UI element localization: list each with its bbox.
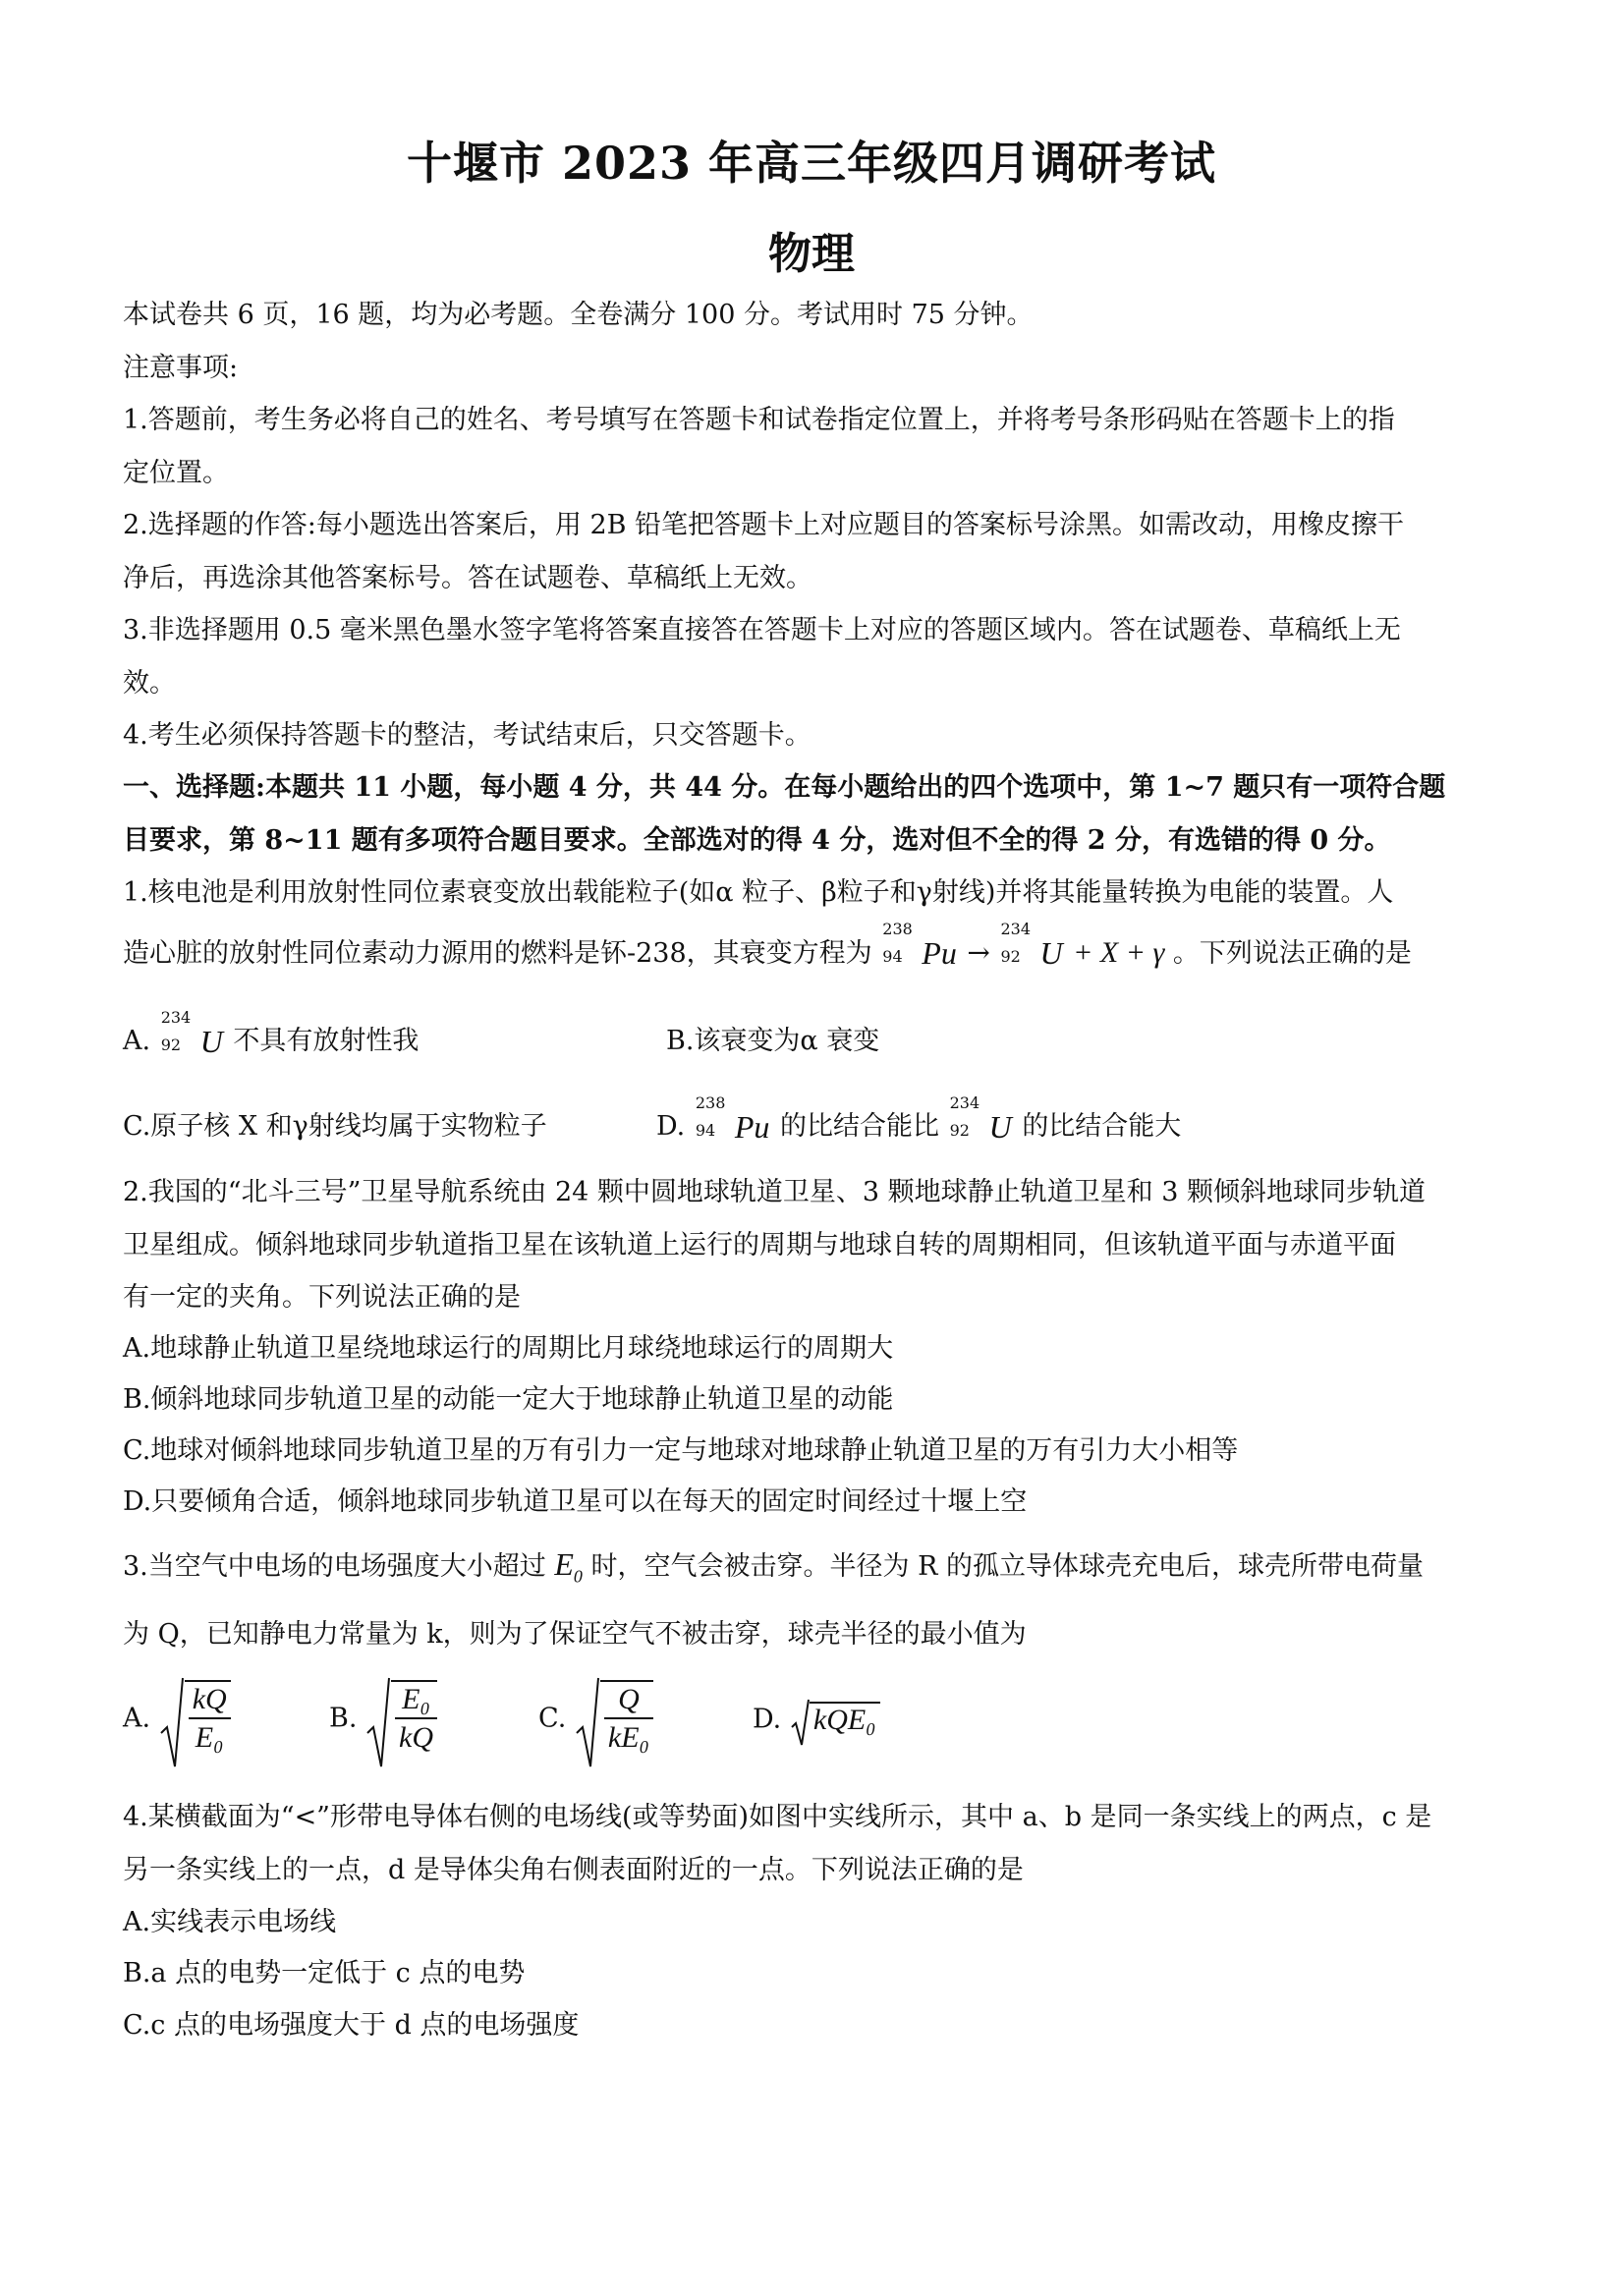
option-label: A. <box>123 1026 151 1056</box>
u-nuclide <box>160 1008 223 1060</box>
u-symbol: U <box>988 1109 1012 1145</box>
q4-option: A.实线表示电场线 <box>123 1907 337 1937</box>
pu-charge: 94 <box>882 947 903 966</box>
sqrt-sign <box>575 1680 653 1757</box>
sqrt-sign <box>159 1680 231 1757</box>
q1-line2-prefix: 造心脏的放射性同位素动力源用的燃料是钚-238，其衰变方程为 <box>123 938 872 969</box>
e0-letter: E <box>554 1546 574 1582</box>
note-line: 效。 <box>123 668 176 699</box>
fraction <box>604 1682 653 1757</box>
option-text: 不具有放射性我 <box>233 1026 420 1056</box>
q3-option-b <box>329 1680 437 1757</box>
q2-line: 2.我国的“北斗三号”卫星导航系统由 24 颗中圆地球轨道卫星、3 颗地球静止轨道卫星和 3 颗倾斜地球同步轨道 <box>123 1177 1426 1207</box>
u-symbol: U <box>199 1024 223 1059</box>
denominator: E₀ <box>195 1721 224 1754</box>
q3-line1-prefix: 3.当空气中电场的电场强度大小超过 <box>123 1551 546 1582</box>
u-charge: 92 <box>1000 947 1021 966</box>
q3-option-d <box>753 1702 880 1737</box>
option-label: B. <box>329 1703 358 1734</box>
note-line: 净后，再选涂其他答案标号。答在试题卷、草稿纸上无效。 <box>123 563 812 593</box>
q1-option-c: C.原子核 X 和γ射线均属于实物粒子 <box>123 1111 547 1142</box>
q4-option: B.a 点的电势一定低于 c 点的电势 <box>123 1958 526 1988</box>
pu-symbol: Pu <box>734 1109 770 1145</box>
q3-line2: 为 Q，已知静电力常量为 k，则为了保证空气不被击穿，球壳半径的最小值为 <box>123 1619 1027 1650</box>
q1-option-d <box>656 1093 1182 1146</box>
note-line: 1.答题前，考生务必将自己的姓名、考号填写在答题卡和试卷指定位置上，并将考号条形码贴在答题卡上的指 <box>123 405 1395 435</box>
option-label: A. <box>123 1703 151 1734</box>
arrow: → <box>967 936 990 969</box>
denominator: kQ <box>399 1721 434 1754</box>
note-line: 2.选择题的作答:每小题选出答案后，用 2B 铅笔把答题卡上对应题目的答案标号涂黑。如需改动，用橡皮擦干 <box>123 510 1405 540</box>
pu-mass: 238 <box>882 920 913 938</box>
q3-option-a <box>123 1680 231 1757</box>
intro-text: 本试卷共 6 页，16 题，均为必考题。全卷满分 100 分。考试用时 75 分钟。 <box>123 300 1034 330</box>
numerator: Q <box>604 1682 653 1719</box>
equation-tail: + X + γ <box>1073 936 1165 969</box>
u-charge: 92 <box>160 1036 182 1054</box>
u-charge: 92 <box>949 1121 970 1140</box>
q3-option-c <box>538 1680 653 1757</box>
q3-line1-suffix: 时，空气会被击穿。半径为 R 的孤立导体球壳充电后，球壳所带电荷量 <box>590 1551 1424 1582</box>
pu-symbol: Pu <box>922 935 957 971</box>
e0-symbol <box>554 1546 583 1587</box>
numerator: E₀ <box>395 1682 437 1719</box>
q2-option: A.地球静止轨道卫星绕地球运行的周期比月球绕地球运行的周期大 <box>123 1333 894 1364</box>
option-label: D. <box>656 1111 686 1142</box>
q4-option: C.c 点的电场强度大于 d 点的电场强度 <box>123 2010 580 2041</box>
q2-line: 有一定的夹角。下列说法正确的是 <box>123 1282 521 1313</box>
q1-line1: 1.核电池是利用放射性同位素衰变放出载能粒子(如α 粒子、β粒子和γ射线)并将其能量转换为电能的装置。人 <box>123 877 1394 908</box>
notes-heading: 注意事项: <box>123 353 239 383</box>
exam-title: 十堰市 2023 年高三年级四月调研考试 <box>406 137 1217 190</box>
sqrt-expression: kQE₀ <box>810 1702 880 1737</box>
q3-line1 <box>123 1546 1424 1594</box>
u-symbol: U <box>1039 935 1063 971</box>
u-nuclide <box>949 1093 1012 1146</box>
u-nuclide <box>1000 920 1063 974</box>
q1-line2-suffix: 。下列说法正确的是 <box>1172 938 1412 969</box>
sqrt-sign <box>790 1702 880 1737</box>
subject-title: 物理 <box>768 229 855 279</box>
q2-option: D.只要倾角合适，倾斜地球同步轨道卫星可以在每天的固定时间经过十堰上空 <box>123 1486 1028 1517</box>
q4-line: 4.某横截面为“<”形带电导体右侧的电场线(或等势面)如图中实线所示，其中 a、b 是同一条实线上的两点，c 是 <box>123 1802 1432 1832</box>
option-label: D. <box>753 1704 782 1735</box>
q4-line: 另一条实线上的一点，d 是导体尖角右侧表面附近的一点。下列说法正确的是 <box>123 1855 1024 1885</box>
q1-option-a <box>123 1008 420 1060</box>
u-mass: 234 <box>949 1093 980 1112</box>
option-text: 的比结合能大 <box>1022 1111 1182 1142</box>
note-line: 3.非选择题用 0.5 毫米黑色墨水签字笔将答案直接答在答题卡上对应的答题区域内。答在试题卷、草稿纸上无 <box>123 615 1401 645</box>
option-label: C. <box>538 1703 567 1734</box>
option-text: 的比结合能比 <box>780 1111 940 1142</box>
pu-nuclide <box>882 920 957 974</box>
q2-line: 卫星组成。倾斜地球同步轨道指卫星在该轨道上运行的周期与地球自转的周期相同，但该轨道平面与赤道平面 <box>123 1230 1396 1260</box>
sqrt-sign <box>365 1680 437 1757</box>
section-heading: 目要求，第 8~11 题有多项符合题目要求。全部选对的得 4 分，选对但不全的得 2 分，有选错的得 0 分。 <box>123 825 1391 856</box>
pu-charge: 94 <box>695 1121 716 1140</box>
denominator: kE₀ <box>607 1721 649 1754</box>
note-line: 定位置。 <box>123 458 229 488</box>
q1-line2 <box>123 920 1412 974</box>
note-line: 4.考生必须保持答题卡的整洁，考试结束后，只交答题卡。 <box>123 720 812 751</box>
e0-subscript: 0 <box>573 1566 583 1587</box>
q2-option: C.地球对倾斜地球同步轨道卫星的万有引力一定与地球对地球静止轨道卫星的万有引力大小相等 <box>123 1435 1239 1466</box>
q2-option: B.倾斜地球同步轨道卫星的动能一定大于地球静止轨道卫星的动能 <box>123 1384 894 1415</box>
q1-option-b: B.该衰变为α 衰变 <box>666 1026 880 1056</box>
pu-nuclide <box>695 1093 770 1146</box>
u-mass: 234 <box>160 1008 192 1027</box>
fraction <box>395 1682 437 1757</box>
numerator: kQ <box>189 1682 231 1719</box>
u-mass: 234 <box>1000 920 1032 938</box>
section-heading: 一、选择题:本题共 11 小题，每小题 4 分，共 44 分。在每小题给出的四个选项中，第 1~7 题只有一项符合题 <box>123 772 1446 803</box>
pu-mass: 238 <box>695 1093 726 1112</box>
fraction <box>189 1682 231 1757</box>
